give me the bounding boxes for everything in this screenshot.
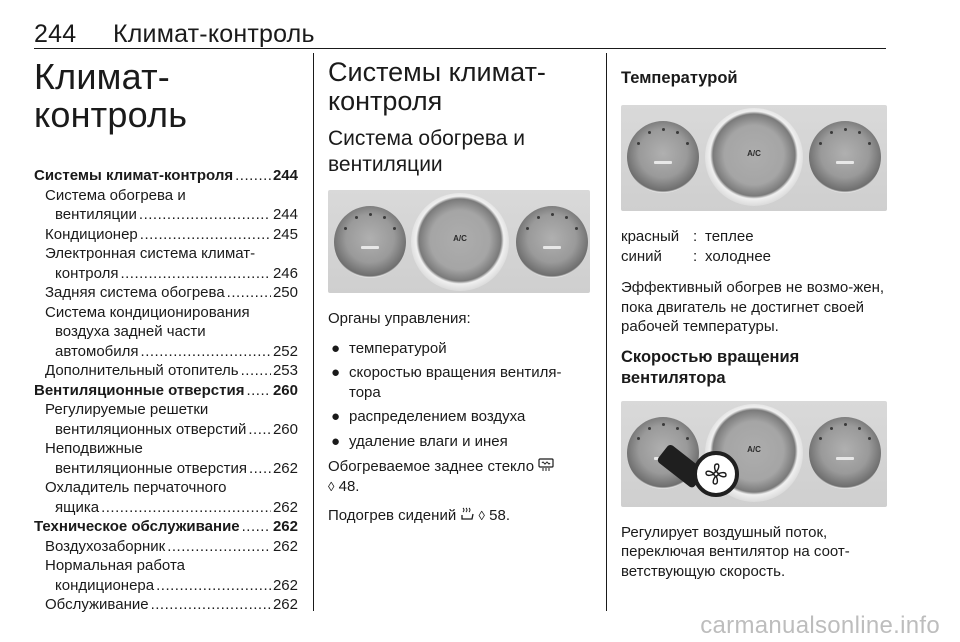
toc-entry-text: Техническое обслуживание	[34, 518, 240, 535]
ac-label: A/C	[747, 444, 761, 454]
fan-speed-panel-image	[621, 401, 887, 507]
toc-entry	[34, 478, 298, 517]
toc-page-number: 252	[272, 342, 298, 360]
heat-note: Эффективный обогрев не возмо-жен, пока двигатель не достигнет своей рабочей температуры.	[621, 279, 885, 335]
air-distribution-knob-image	[516, 206, 588, 278]
content-column-left	[328, 58, 590, 536]
toc-page-number: 244	[272, 167, 298, 184]
toc-entry-text: контроля	[55, 264, 119, 282]
air-distribution-knob-image	[809, 121, 881, 193]
list-item: ● распределением воздуха	[331, 408, 526, 425]
toc-page-number: 246	[272, 264, 298, 282]
toc-entry-text: Вентиляционные отверстия	[34, 381, 245, 399]
toc-leader-dots	[140, 225, 271, 245]
toc-entry	[34, 556, 298, 595]
fan-knob-image	[627, 121, 699, 193]
toc-entry	[34, 244, 298, 283]
toc-leader-dots	[249, 459, 271, 479]
toc-entry-text: Воздухозаборник	[45, 537, 166, 555]
toc-chapter-entry	[34, 166, 298, 186]
watermark: carmanualsonline.info	[700, 612, 940, 639]
toc-entry	[34, 537, 298, 557]
legend-row: синий : холоднее	[621, 247, 771, 265]
fan-callout	[693, 451, 739, 497]
page-header	[34, 6, 886, 49]
toc-leader-dots	[139, 205, 271, 225]
toc-entry	[34, 283, 298, 303]
climate-control-panel-image	[328, 190, 590, 293]
chapter-title: Климат-контроль	[34, 56, 188, 135]
ac-label: A/C	[453, 234, 467, 244]
fan-icon	[704, 462, 728, 486]
controls-list	[328, 339, 590, 452]
toc-chapter-entry	[34, 517, 298, 537]
toc-leader-dots	[167, 537, 271, 557]
toc-entry-text: Система кондиционирования	[45, 303, 250, 321]
toc-leader-dots	[248, 420, 271, 440]
rear-window-defrost-icon	[538, 458, 554, 472]
temperature-knob-image	[411, 193, 509, 291]
toc-entry-text: Электронная система климат-	[45, 245, 256, 262]
toc-entry	[34, 186, 298, 225]
toc-leader-dots	[241, 361, 271, 381]
section-title: Системы климат-контроля	[328, 57, 546, 116]
toc-page-number: 262	[272, 498, 298, 516]
running-title: Климат-контроль	[113, 20, 315, 48]
toc-leader-dots	[120, 264, 271, 284]
toc-leader-dots	[101, 498, 271, 518]
temperature-heading: Температурой	[621, 69, 738, 87]
toc-entry-text: вентиляционных отверстий	[55, 420, 247, 438]
toc-page-number: 262	[272, 576, 298, 594]
toc-list	[34, 166, 298, 615]
toc-page-number: 250	[272, 284, 298, 301]
toc-entry-text: Неподвижные	[45, 440, 143, 457]
toc-leader-dots	[227, 283, 271, 303]
column-divider	[313, 53, 314, 611]
toc-entry-text: Системы климат-контроля	[34, 167, 234, 184]
toc-entry-text: Кондиционер	[45, 225, 138, 243]
seat-heating-paragraph: Подогрев сидений ◊ 58.	[328, 507, 511, 524]
toc-page-number: 253	[272, 362, 298, 379]
toc-entry-text: вентиляции	[55, 206, 137, 223]
toc-entry-text: Регулируемые решетки	[45, 401, 209, 418]
toc-entry-text: кондиционера	[55, 576, 155, 594]
rear-window-paragraph: Обогреваемое заднее стекло ◊ 48.	[328, 457, 590, 496]
toc-page-number: 262	[272, 596, 298, 613]
page-number: 244	[34, 20, 77, 48]
toc-leader-dots	[246, 381, 271, 401]
seat-heating-icon	[460, 507, 474, 521]
toc-page-number: 245	[272, 225, 298, 243]
toc-page-number: 260	[272, 420, 298, 438]
reference-arrow: ◊	[328, 478, 335, 494]
toc-entry	[34, 225, 298, 245]
toc-entry-text: воздуха задней части	[55, 323, 206, 340]
toc-chapter-entry	[34, 381, 298, 401]
air-distribution-knob-image	[809, 417, 881, 489]
toc-leader-dots	[141, 342, 271, 362]
toc-page-number: 262	[272, 459, 298, 477]
toc-entry	[34, 439, 298, 478]
legend-row: красный : теплее	[621, 228, 754, 245]
toc-leader-dots	[242, 517, 271, 537]
toc-page-number: 262	[272, 518, 298, 535]
temperature-panel-image	[621, 105, 887, 211]
toc-column	[34, 58, 298, 615]
toc-entry-text: Обслуживание	[45, 596, 149, 613]
toc-entry-text: Нормальная работа	[45, 557, 185, 574]
column-divider	[606, 53, 607, 611]
toc-entry	[34, 595, 298, 615]
toc-leader-dots	[235, 166, 271, 186]
toc-entry-text: Задняя система обогрева	[45, 284, 225, 301]
toc-leader-dots	[156, 576, 271, 596]
list-item: ● скоростью вращения вентиля-тора	[331, 364, 562, 401]
color-legend	[621, 227, 887, 266]
subsection-title: Система обогрева и вентиляции	[328, 127, 525, 176]
toc-entry-text: ящика	[55, 498, 100, 516]
controls-intro: Органы управления:	[328, 310, 471, 327]
toc-page-number: 262	[272, 537, 298, 555]
fan-knob-image	[334, 206, 406, 278]
content-column-right	[621, 58, 887, 591]
toc-entry-text: Охладитель перчаточного	[45, 479, 227, 496]
ac-label: A/C	[747, 149, 761, 159]
list-item: ● температурой	[331, 339, 447, 357]
toc-entry	[34, 303, 298, 362]
reference-arrow: ◊	[478, 508, 485, 523]
fan-note: Регулирует воздушный поток, переключая вентилятор на соот-ветствующую скорость.	[621, 523, 850, 580]
toc-entry-text: Дополнительный отопитель	[45, 362, 239, 379]
toc-page-number: 244	[272, 206, 298, 223]
toc-entry	[34, 400, 298, 439]
temperature-knob-image	[705, 108, 803, 206]
toc-leader-dots	[151, 595, 271, 615]
toc-entry	[34, 361, 298, 381]
toc-entry-text: автомобиля	[55, 342, 139, 360]
toc-entry-text: Система обогрева и	[45, 186, 186, 204]
toc-page-number: 260	[272, 381, 298, 399]
fan-speed-heading: Скоростью вращения вентилятора	[621, 347, 800, 387]
list-item: ● удаление влаги и инея	[331, 432, 508, 450]
toc-entry-text: вентиляционные отверстия	[55, 459, 247, 477]
